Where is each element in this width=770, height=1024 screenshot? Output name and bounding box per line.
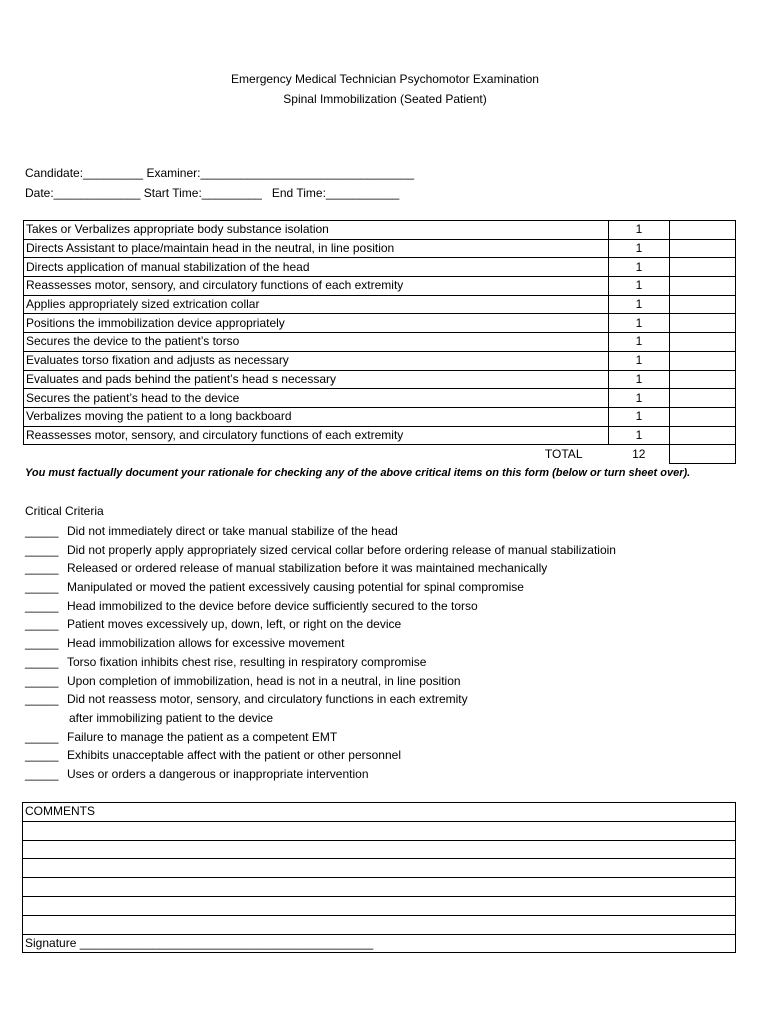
date-start-field[interactable]: Date:_____________ Start Time:_________ [25,186,262,200]
critical-item [25,634,616,653]
task-points: 1 [609,370,670,389]
critical-check-blank[interactable]: _____ [25,542,59,557]
task-text: Evaluates torso fixation and adjusts as necessary [24,351,609,370]
task-row [24,221,736,240]
critical-item-text: after immobilizing patient to the device [69,710,274,725]
critical-item [25,615,616,634]
task-text: Verbalizes moving the patient to a long backboard [24,407,609,426]
task-points: 1 [609,239,670,258]
critical-item [25,522,616,541]
comment-line[interactable] [23,878,736,897]
critical-item-text: Manipulated or moved the patient excessively causing potential for spinal compromise [67,580,524,595]
task-points: 1 [609,258,670,277]
total-score-box[interactable] [670,445,736,464]
critical-check-blank[interactable]: _____ [25,766,59,781]
critical-item [25,728,616,747]
score-box[interactable] [670,295,736,314]
score-box[interactable] [670,370,736,389]
critical-item-text: Uses or orders a dangerous or inappropriate intervention [67,766,369,781]
task-row [24,426,736,445]
comment-line[interactable] [23,821,736,840]
critical-item-text: Head immobilized to the device before device sufficiently secured to the torso [67,598,478,613]
critical-item-text: Torso fixation inhibits chest rise, resulting in respiratory compromise [67,654,427,669]
critical-item [25,746,616,765]
documentation-note: You must factually document your rationale for checking any of the above critical items on this form (below or turn sheet over). [25,467,691,479]
total-label: TOTAL [544,446,583,461]
task-points: 1 [609,351,670,370]
task-text: Reassesses motor, sensory, and circulatory functions of each extremity [24,277,609,296]
critical-item [25,672,616,691]
comments-table [22,802,736,953]
task-points: 1 [609,426,670,445]
critical-item [25,690,616,709]
task-row [24,295,736,314]
task-row [24,351,736,370]
task-points: 1 [609,221,670,240]
total-row [24,445,736,464]
end-time-field[interactable]: End Time:___________ [271,186,400,200]
task-row [24,389,736,408]
critical-check-blank[interactable]: _____ [25,729,59,744]
score-box[interactable] [670,426,736,445]
task-row [24,370,736,389]
critical-criteria-heading: Critical Criteria [25,504,104,518]
critical-item-text: Patient moves excessively up, down, left, or right on the device [67,617,402,632]
critical-check-blank[interactable]: _____ [25,561,59,576]
candidate-examiner-line[interactable]: Candidate:_________ Examiner:________________________________ [25,166,415,180]
comment-line[interactable] [23,915,736,934]
task-row [24,258,736,277]
task-points: 1 [609,314,670,333]
critical-item [25,578,616,597]
task-text: Secures the device to the patient’s torso [24,333,609,352]
comment-line[interactable] [23,840,736,859]
task-text: Directs Assistant to place/maintain head in the neutral, in line position [24,239,609,258]
task-text: Reassesses motor, sensory, and circulatory functions of each extremity [24,426,609,445]
task-points: 1 [609,333,670,352]
score-box[interactable] [670,258,736,277]
total-points: 12 [632,446,646,461]
date-time-line[interactable] [25,186,399,200]
score-box[interactable] [670,351,736,370]
task-text: Secures the patient’s head to the device [24,389,609,408]
critical-item [25,765,616,784]
critical-item [25,653,616,672]
score-box[interactable] [670,221,736,240]
critical-item-text: Upon completion of immobilization, head is not in a neutral, in line position [67,673,461,688]
critical-check-blank[interactable]: _____ [25,598,59,613]
task-row [24,239,736,258]
form-subtitle: Spinal Immobilization (Seated Patient) [283,92,487,106]
critical-check-blank[interactable]: _____ [25,748,59,763]
task-text: Takes or Verbalizes appropriate body substance isolation [24,221,609,240]
score-box[interactable] [670,277,736,296]
critical-check-blank[interactable]: _____ [25,673,59,688]
task-text: Evaluates and pads behind the patient’s head s necessary [24,370,609,389]
critical-item-text: Exhibits unacceptable affect with the patient or other personnel [67,748,401,763]
critical-item [25,709,616,728]
comment-line[interactable] [23,859,736,878]
critical-item [25,559,616,578]
task-row [24,314,736,333]
critical-item-text: Head immobilization allows for excessive movement [67,636,345,651]
task-text: Positions the immobilization device appropriately [24,314,609,333]
form-title: Emergency Medical Technician Psychomotor Examination [231,72,539,86]
critical-item-text: Released or ordered release of manual stabilization before it was maintained mechanically [67,561,548,576]
task-points: 1 [609,295,670,314]
task-row [24,407,736,426]
task-points: 1 [609,407,670,426]
signature-line[interactable]: Signature ____________________________________________ [23,934,736,953]
critical-item-text: Failure to manage the patient as a competent EMT [67,729,338,744]
comments-label: COMMENTS [23,803,736,822]
critical-check-blank[interactable]: _____ [25,524,59,538]
critical-check-blank[interactable]: _____ [25,654,59,669]
critical-criteria-list [25,522,616,784]
task-text: Directs application of manual stabilization of the head [24,258,609,277]
critical-check-blank[interactable]: _____ [25,636,59,651]
critical-check-blank[interactable]: _____ [25,617,59,632]
critical-check-blank[interactable]: _____ [25,580,59,595]
critical-item [25,597,616,616]
critical-check-blank[interactable]: _____ [25,692,59,707]
task-points: 1 [609,277,670,296]
comment-line[interactable] [23,896,736,915]
score-box[interactable] [670,314,736,333]
task-row [24,277,736,296]
critical-item-text: Did not reassess motor, sensory, and circulatory functions in each extremity [67,692,468,707]
score-box[interactable] [670,239,736,258]
critical-item-text: Did not immediately direct or take manual stabilize of the head [67,524,398,538]
score-box[interactable] [670,407,736,426]
task-table [23,220,736,464]
score-box[interactable] [670,389,736,408]
critical-item [25,541,616,560]
task-points: 1 [609,389,670,408]
task-row [24,333,736,352]
critical-item-text: Did not properly apply appropriately sized cervical collar before ordering release of manual stabilizatioin [67,542,616,557]
task-text: Applies appropriately sized extrication collar [24,295,609,314]
score-box[interactable] [670,333,736,352]
